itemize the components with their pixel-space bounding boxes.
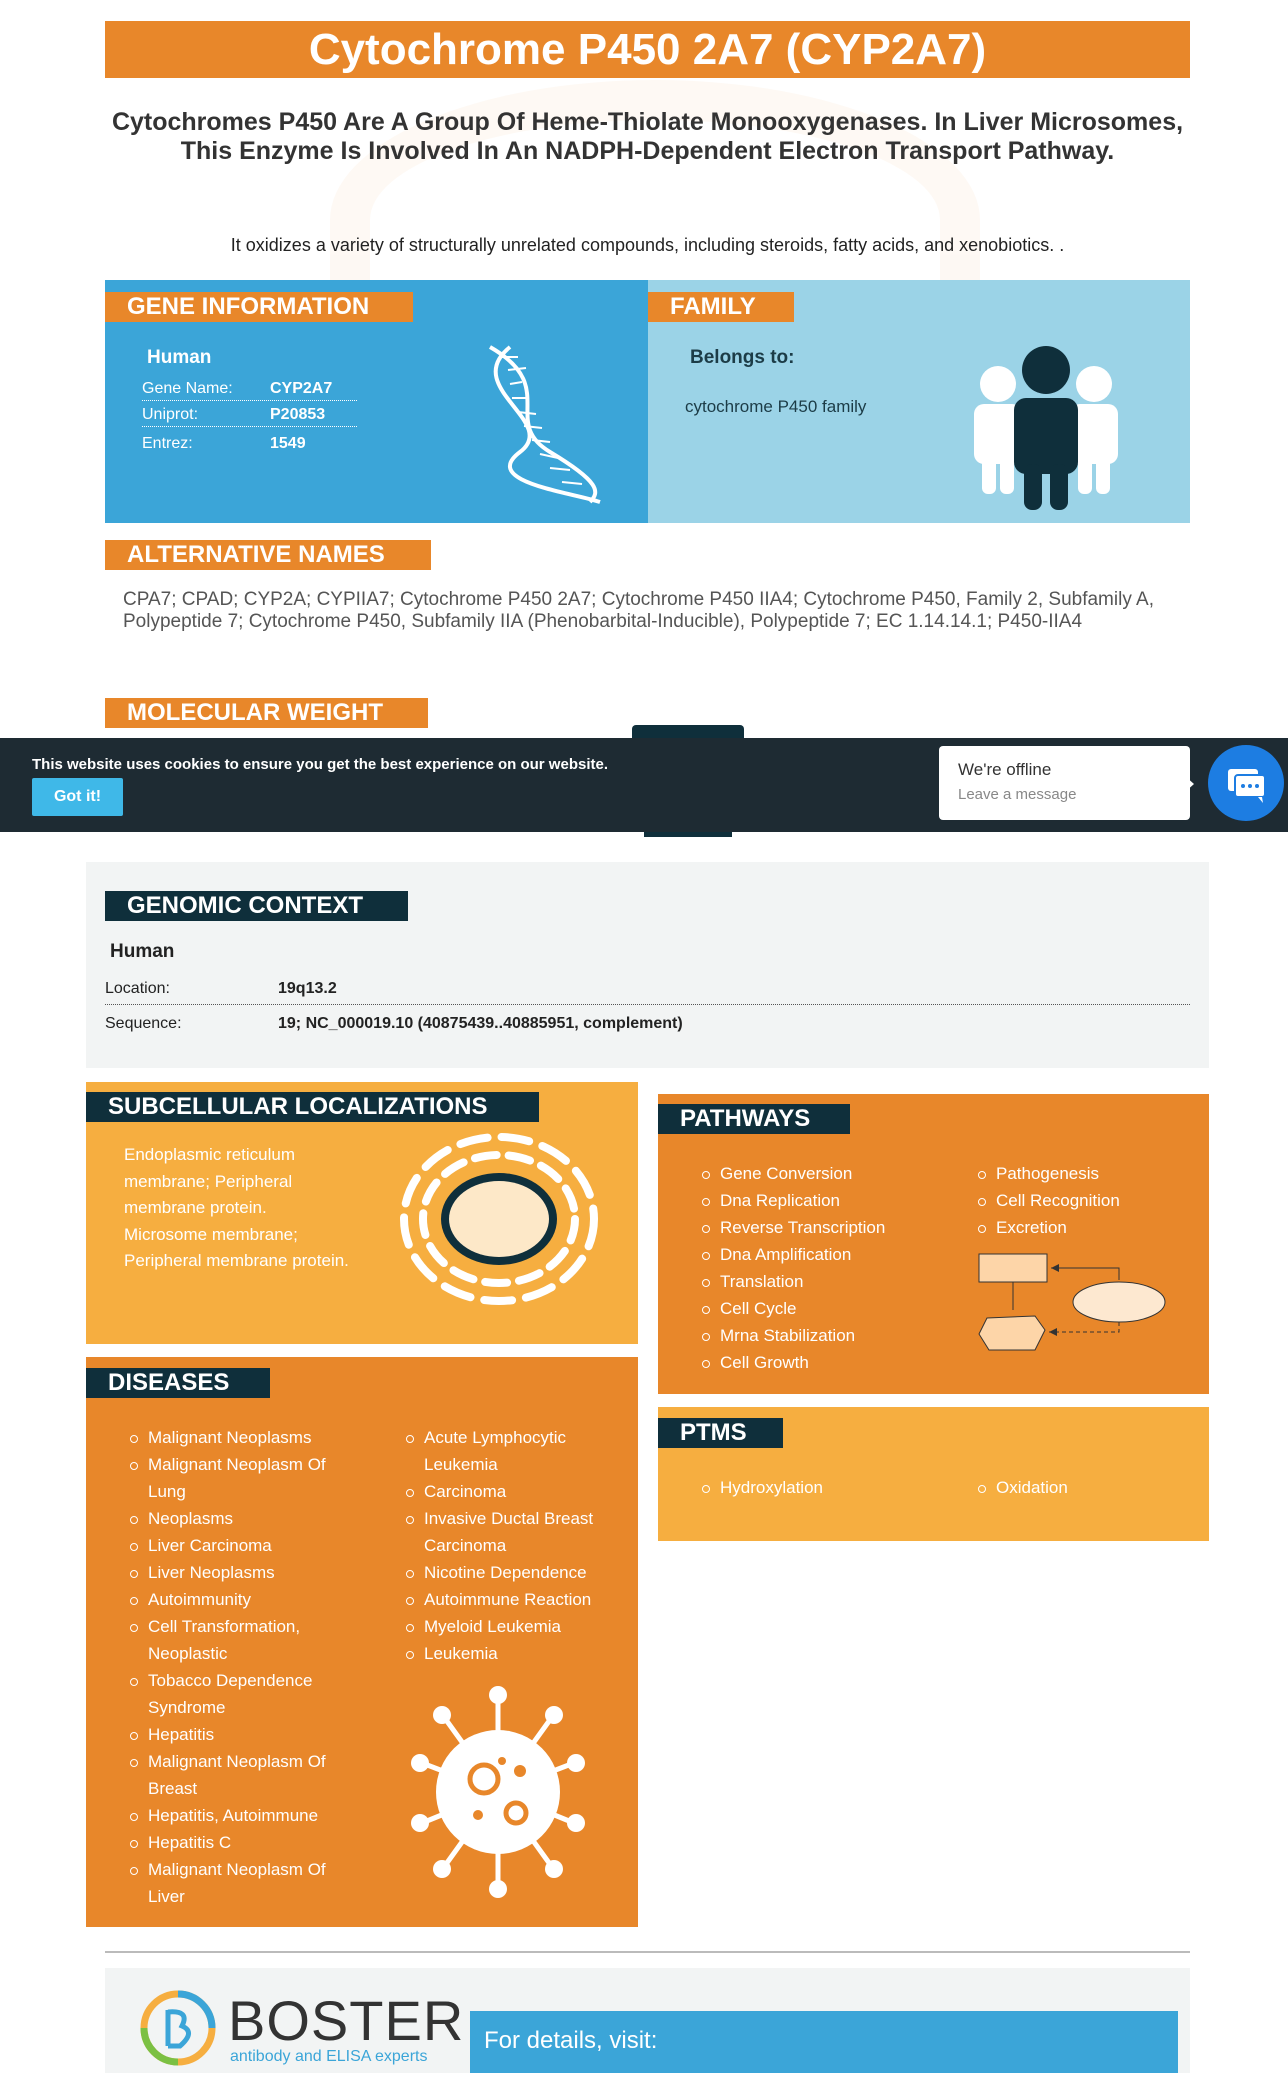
gene-name-label: Gene Name: [142, 380, 233, 397]
chat-offline-card[interactable] [939, 746, 1190, 820]
footer-divider [105, 1951, 1190, 1953]
chat-offline-title: We're offline [958, 760, 1052, 779]
list-item: Oxidation [976, 1474, 1196, 1501]
list-item: Acute Lymphocytic Leukemia [404, 1424, 634, 1478]
list-item: Autoimmune Reaction [404, 1586, 634, 1613]
genomic-location-row [105, 973, 1190, 1005]
chat-leave-message[interactable]: Leave a message [958, 786, 1077, 803]
gene-name-row [142, 377, 357, 401]
pathways-heading: PATHWAYS [658, 1104, 850, 1134]
list-item: Malignant Neoplasms [128, 1424, 358, 1451]
cookie-accept-button[interactable]: Got it! [32, 778, 123, 816]
dna-icon [470, 342, 612, 504]
list-item: Hepatitis, Autoimmune [128, 1802, 358, 1829]
genomic-context-heading: GENOMIC CONTEXT [105, 891, 408, 921]
cookie-message: This website uses cookies to ensure you get the best experience on our website. [32, 756, 608, 773]
list-item: Malignant Neoplasm Of Lung [128, 1451, 358, 1505]
gene-info-heading: GENE INFORMATION [105, 292, 413, 322]
list-item: Hepatitis [128, 1721, 358, 1748]
list-item: Hydroxylation [700, 1474, 960, 1501]
list-item: Cell Cycle [700, 1295, 960, 1322]
list-item: Malignant Neoplasm Of Breast [128, 1748, 358, 1802]
list-item: Autoimmunity [128, 1586, 358, 1613]
genomic-sequence-value: 19; NC_000019.10 (40875439..40885951, complement) [278, 1015, 683, 1032]
list-item: Cell Growth [700, 1349, 960, 1376]
gene-species: Human [147, 347, 212, 368]
pathways-list-1 [700, 1160, 960, 1376]
list-item: Translation [700, 1268, 960, 1295]
list-item: Malignant Neoplasm Of Liver [128, 1856, 358, 1910]
list-item: Nicotine Dependence [404, 1559, 634, 1586]
ptms-heading: PTMS [658, 1418, 783, 1448]
alt-names-text: CPA7; CPAD; CYP2A; CYPIIA7; Cytochrome P450 2A7; Cytochrome P450 IIA4; Cytochrome P450, Family 2, Subfamily A, Polypeptide 7; Cytochrome P450, Subfamily IIA (Phenobarbital-Inducible), Polypeptide 7; EC 1.14.14.1; P450-IIA4 [123, 589, 1155, 632]
alt-names-heading: ALTERNATIVE NAMES [105, 540, 431, 570]
family-value: cytochrome P450 family [685, 397, 867, 416]
genomic-location-label: Location: [105, 980, 170, 997]
ptms-list-2 [976, 1474, 1196, 1501]
list-item: Mrna Stabilization [700, 1322, 960, 1349]
list-item: Tobacco Dependence Syndrome [128, 1667, 358, 1721]
family-heading: FAMILY [648, 292, 794, 322]
list-item: Gene Conversion [700, 1160, 960, 1187]
list-item: Carcinoma [404, 1478, 634, 1505]
list-item: Reverse Transcription [700, 1214, 960, 1241]
chat-icon [1208, 745, 1284, 821]
list-item: Dna Amplification [700, 1241, 960, 1268]
subcellular-heading: SUBCELLULAR LOCALIZATIONS [86, 1092, 539, 1122]
list-item: Dna Replication [700, 1187, 960, 1214]
boster-logo-tagline: antibody and ELISA experts [230, 2048, 428, 2065]
weight-icon-base [644, 832, 732, 837]
molecular-weight-heading: MOLECULAR WEIGHT [105, 698, 428, 728]
uniprot-row [142, 403, 357, 427]
chat-launcher-button[interactable] [1208, 745, 1284, 821]
diseases-list-1 [128, 1424, 358, 1910]
list-item: Cell Transformation, Neoplastic [128, 1613, 358, 1667]
list-item: Excretion [976, 1214, 1196, 1241]
ptms-list-1 [700, 1474, 960, 1501]
boster-logo-text[interactable]: BOSTER [228, 1989, 465, 2052]
page-title: Cytochrome P450 2A7 (CYP2A7) [105, 21, 1190, 78]
entrez-row [142, 432, 357, 456]
list-item: Liver Neoplasms [128, 1559, 358, 1586]
entrez-value[interactable]: 1549 [270, 435, 306, 452]
genomic-sequence-row [105, 1008, 1190, 1040]
chat-card-pointer [1185, 776, 1194, 792]
uniprot-value[interactable]: P20853 [270, 406, 326, 423]
gene-name-value: CYP2A7 [270, 380, 333, 397]
list-item: Pathogenesis [976, 1160, 1196, 1187]
page-subtitle: Cytochromes P450 Are A Group Of Heme-Thiolate Monooxygenases. In Liver Microsomes, This Enzyme Is Involved In An NADPH-Dependent Electron Transport Pathway. [111, 108, 1184, 165]
list-item: Cell Recognition [976, 1187, 1196, 1214]
list-item: Invasive Ductal Breast Carcinoma [404, 1505, 634, 1559]
genomic-sequence-label: Sequence: [105, 1015, 182, 1032]
weight-icon [632, 725, 744, 738]
subcellular-text: Endoplasmic reticulum membrane; Peripheral membrane protein. Microsome membrane; Peripheral membrane protein. [124, 1145, 349, 1270]
list-item: Neoplasms [128, 1505, 358, 1532]
organelle-icon [396, 1124, 602, 1314]
genomic-location-value: 19q13.2 [278, 980, 337, 997]
list-item: Leukemia [404, 1640, 634, 1667]
footer-details-text: For details, visit: [484, 2027, 658, 2054]
diseases-heading: DISEASES [86, 1368, 270, 1398]
list-item: Hepatitis C [128, 1829, 358, 1856]
lead-text: It oxidizes a variety of structurally unrelated compounds, including steroids, fatty acids, and xenobiotics. . [230, 235, 1065, 255]
list-item: Myeloid Leukemia [404, 1613, 634, 1640]
pathways-list-2 [976, 1160, 1196, 1241]
family-belongs-label: Belongs to: [690, 347, 795, 368]
boster-logo-icon [138, 1988, 218, 2068]
uniprot-label: Uniprot: [142, 406, 199, 423]
list-item: Liver Carcinoma [128, 1532, 358, 1559]
people-icon [970, 344, 1122, 510]
genomic-species: Human [110, 941, 175, 962]
pathway-diagram-icon [975, 1250, 1170, 1355]
entrez-label: Entrez: [142, 435, 193, 452]
diseases-list-2 [404, 1424, 634, 1667]
virus-icon [408, 1683, 588, 1901]
